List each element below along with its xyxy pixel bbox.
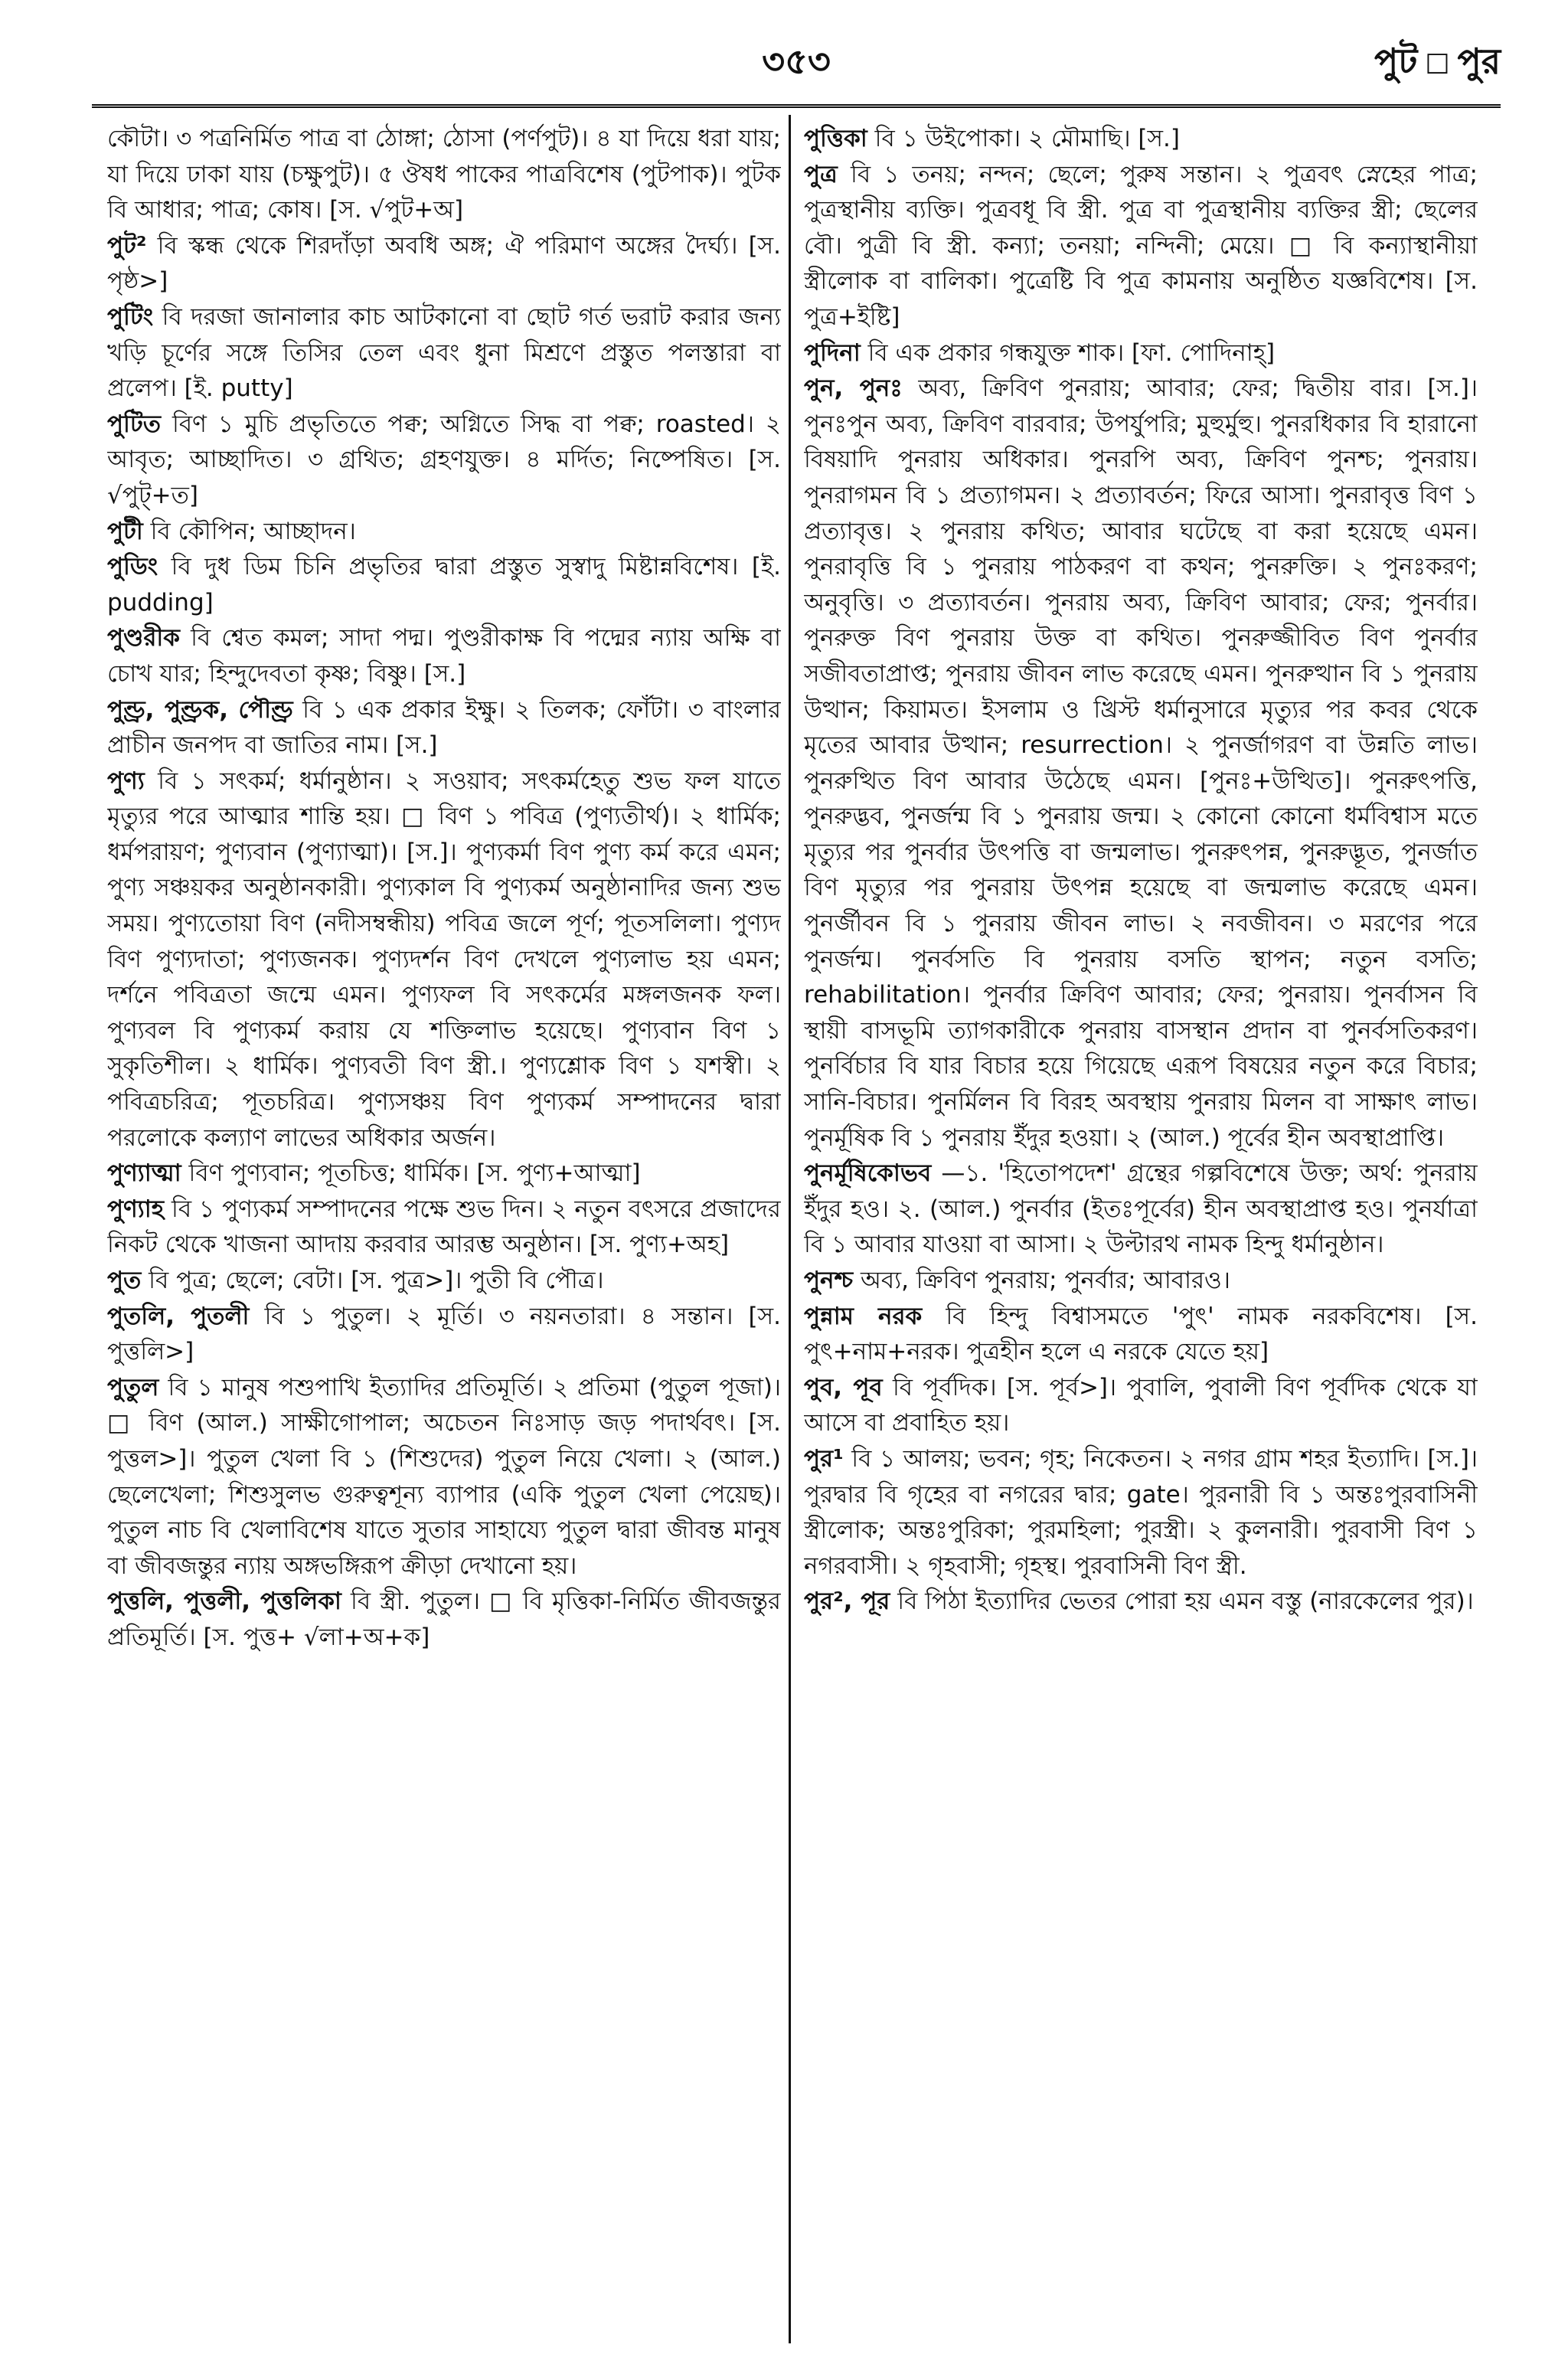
dictionary-entry <box>804 157 1478 335</box>
entry-headword: পুট² <box>107 231 147 260</box>
entry-definition: —১. 'হিতোপদেশ' গ্রন্থের গল্পবিশেষে উক্ত; অর্থ: পুনরায় ইঁদুর হও। ২. (আল.) পুনর্বার (ইতঃপূর্বের) হীন অবস্থাপ্রাপ্ত হও। পুনর্যাত্রা বি ১ আবার যাওয়া বা আসা। ২ উল্টারথ নামক হিন্দু ধর্মানুষ্ঠান। <box>804 1159 1478 1259</box>
dictionary-entry <box>804 1441 1478 1584</box>
entry-headword: পুতলি, পুতলী <box>107 1302 250 1330</box>
entry-headword: পুত্তলি, পুত্তলী, পুত্তলিকা <box>107 1588 341 1616</box>
entry-definition: অব্য, ক্রিবিণ পুনরায়; পুনর্বার; আবারও। <box>861 1267 1230 1294</box>
entry-definition: বি দুধ ডিম চিনি প্রভৃতির দ্বারা প্রস্তুত সুস্বাদু মিষ্টান্নবিশেষ। [ই. pudding] <box>107 553 781 616</box>
entry-definition: বি ১ মানুষ পশুপাখি ইত্যাদির প্রতিমূর্তি। ২ প্রতিমা (পুতুল পূজা)। □ বিণ (আল.) সাক্ষীগোপাল; অচেতন নিঃসাড় জড় পদার্থবৎ। [স. পুত্তল>]। পুতুল খেলা বি ১ (শিশুদের) পুতুল নিয়ে খেলা। ২ (আল.) ছেলেখেলা; শিশুসুলভ গুরুত্বশূন্য ব্যাপার (একি পুতুল খেলা পেয়েছ)। পুতুল নাচ বি খেলাবিশেষ যাতে সুতার সাহায্যে পুতুল দ্বারা জীবন্ত মানুষ বা জীবজন্তুর ন্যায় অঙ্গভঙ্গিরূপ ক্রীড়া দেখানো হয়। <box>107 1373 781 1580</box>
entry-headword: পুণ্য <box>107 767 145 795</box>
entry-definition: বি শ্বেত কমল; সাদা পদ্ম। পুণ্ডরীকাক্ষ বি পদ্মের ন্যায় অক্ষি বা চোখ যার; হিন্দুদেবতা কৃষ্ণ; বিষ্ণু। [স.] <box>107 624 781 688</box>
entry-definition: বি এক প্রকার গন্ধযুক্ত শাক। [ফা. পোদিনাহ্] <box>867 338 1276 367</box>
dictionary-entry <box>107 228 781 299</box>
dictionary-entry <box>107 514 781 550</box>
dictionary-entry <box>804 371 1478 1156</box>
dictionary-entry <box>107 299 781 407</box>
column-divider <box>789 115 791 2343</box>
guide-word-start: পুট <box>1374 41 1418 82</box>
entry-definition: কৌটা। ৩ পত্রনির্মিত পাত্র বা ঠোঙ্গা; ঠোসা (পর্ণপুট)। ৪ যা দিয়ে ধরা যায়; যা দিয়ে ঢাকা যায় (চক্ষুপুট)। ৫ ঔষধ পাকের পাত্রবিশেষ (পুটপাক)। পুটক বি আধার; পাত্র; কোষ। [স. √পুট+অ] <box>107 125 781 224</box>
entry-definition: বি পূর্বদিক। [স. পূর্ব>]। পুবালি, পুবালী বিণ পূর্বদিক থেকে যা আসে বা প্রবাহিত হয়। <box>804 1373 1478 1437</box>
dictionary-entry <box>804 335 1478 371</box>
entry-headword: পুনর্মূষিকোভব <box>804 1159 932 1188</box>
entry-headword: পুটিং <box>107 302 154 331</box>
dictionary-entry <box>804 1370 1478 1441</box>
dictionary-entry <box>107 1370 781 1584</box>
header-rule <box>92 104 1501 108</box>
entry-definition: বি ১ উইপোকা। ২ মৌমাছি। [স.] <box>874 125 1180 152</box>
entry-headword: পুনশ্চ <box>804 1267 854 1294</box>
dictionary-entry <box>804 1156 1478 1263</box>
entry-definition: বি ১ তনয়; নন্দন; ছেলে; পুরুষ সন্তান। ২ পুত্রবৎ স্নেহের পাত্র; পুত্রস্থানীয় ব্যক্তি। পুত্রবধূ বি স্ত্রী. পুত্র বা পুত্রস্থানীয় ব্যক্তির স্ত্রী; ছেলের বৌ। পুত্রী বি স্ত্রী. কন্যা; তনয়া; নন্দিনী; মেয়ে। □ বি কন্যাস্থানীয়া স্ত্রীলোক বা বালিকা। পুত্রেষ্টি বি পুত্র কামনায় অনুষ্ঠিত যজ্ঞবিশেষ। [স. পুত্র+ইষ্টি] <box>804 160 1478 331</box>
dictionary-entry <box>107 549 781 620</box>
entry-definition: বি কৌপিন; আচ্ছাদন। <box>150 517 356 545</box>
dictionary-entry <box>107 692 781 764</box>
entry-headword: পুন, পুনঃ <box>804 374 903 403</box>
entry-headword: পুত্র <box>804 160 838 188</box>
entry-headword: পুতুল <box>107 1373 159 1401</box>
page-header <box>92 31 1501 92</box>
dictionary-entry <box>107 764 781 1156</box>
entry-headword: পুটী <box>107 517 143 545</box>
entry-headword: পুর¹ <box>804 1444 844 1473</box>
dictionary-entry <box>107 407 781 514</box>
dictionary-entry <box>804 121 1478 157</box>
entry-definition: বি ১ সৎকর্ম; ধর্মানুষ্ঠান। ২ সওয়াব; সৎকর্মহেতু শুভ ফল যাতে মৃত্যুর পরে আত্মার শান্তি হয়। □ বিণ ১ পবিত্র (পুণ্যতীর্থ)। ২ ধার্মিক; ধর্মপরায়ণ; পুণ্যবান (পুণ্যাত্মা)। [স.]। পুণ্যকর্মা বিণ পুণ্য কর্ম করে এমন; পুণ্য সঞ্চয়কর অনুষ্ঠানকারী। পুণ্যকাল বি পুণ্যকর্ম অনুষ্ঠানাদির জন্য শুভ সময়। পুণ্যতোয়া বিণ (নদীসম্বন্ধীয়) পবিত্র জলে পূর্ণ; পূতসলিলা। পুণ্যদ বিণ পুণ্যদাতা; পুণ্যজনক। পুণ্যদর্শন বিণ দেখলে পুণ্যলাভ হয় এমন; দর্শনে পবিত্রতা জন্মে এমন। পুণ্যফল বি সৎকর্মের মঙ্গলজনক ফল। পুণ্যবল বি পুণ্যকর্ম করায় যে শক্তিলাভ হয়েছে। পুণ্যবান বিণ ১ সুকৃতিশীল। ২ ধার্মিক। পুণ্যবতী বিণ স্ত্রী.। পুণ্যশ্লোক বিণ ১ যশস্বী। ২ পবিত্রচরিত্র; পূতচরিত্র। পুণ্যসঞ্চয় বিণ পুণ্যকর্ম সম্পাদনের দ্বারা পরলোকে কল্যাণ লাভের অধিকার অর্জন। <box>107 767 781 1152</box>
entry-headword: পুণ্ডরীক <box>107 624 180 652</box>
entry-definition: বি স্কন্ধ থেকে শিরদাঁড়া অবধি অঙ্গ; ঐ পরিমাণ অঙ্গের দৈর্ঘ্য। [স. পৃষ্ঠ>] <box>107 231 781 296</box>
dictionary-entry <box>804 1299 1478 1370</box>
entry-headword: পুন্নাম নরক <box>804 1302 923 1330</box>
dictionary-entry <box>804 1263 1478 1299</box>
entry-headword: পুটিত <box>107 410 162 438</box>
entry-definition: বি হিন্দু বিশ্বাসমতে 'পুৎ' নামক নরকবিশেষ। [স. পুৎ+নাম+নরক। পুত্রহীন হলে এ নরকে যেতে হয়] <box>804 1302 1478 1366</box>
entry-headword: পুদিনা <box>804 338 861 367</box>
dictionary-entry <box>107 1156 781 1192</box>
page-number: ৩৫৩ <box>762 41 831 82</box>
entry-definition: বি ১ আলয়; ভবন; গৃহ; নিকেতন। ২ নগর গ্রাম শহর ইত্যাদি। [স.]। পুরদ্বার বি গৃহের বা নগরের দ্বার; gate। পুরনারী বি ১ অন্তঃপুরবাসিনী স্ত্রীলোক; অন্তঃপুরিকা; পুরমহিলা; পুরস্ত্রী। ২ কুলনারী। পুরবাসী বিণ ১ নগরবাসী। ২ গৃহবাসী; গৃহস্থ। পুরবাসিনী বিণ স্ত্রী. <box>804 1444 1478 1580</box>
left-column <box>107 121 781 2357</box>
entry-definition: বি ১ পুণ্যকর্ম সম্পাদনের পক্ষে শুভ দিন। ২ নতুন বৎসরে প্রজাদের নিকট থেকে খাজনা আদায় করবার আরম্ভ অনুষ্ঠান। [স. পুণ্য+অহ] <box>107 1195 781 1259</box>
entry-definition: অব্য, ক্রিবিণ পুনরায়; আবার; ফের; দ্বিতীয় বার। [স.]। পুনঃপুন অব্য, ক্রিবিণ বারবার; উপর্যুপরি; মুহুর্মুহু। পুনরধিকার বি হারানো বিষয়াদি পুনরায় অধিকার। পুনরপি অব্য, ক্রিবিণ পুনশ্চ; পুনরায়। পুনরাগমন বি ১ প্রত্যাগমন। ২ প্রত্যাবর্তন; ফিরে আসা। পুনরাবৃত্ত বিণ ১ প্রত্যাবৃত্ত। ২ পুনরায় কথিত; আবার ঘটেছে বা করা হয়েছে এমন। পুনরাবৃত্তি বি ১ পুনরায় পাঠকরণ বা কথন; পুনরুক্তি। ২ পুনঃকরণ; অনুবৃত্তি। ৩ প্রত্যাবর্তন। পুনরায় অব্য, ক্রিবিণ আবার; ফের; পুনর্বার। পুনরুক্ত বিণ পুনরায় উক্ত বা কথিত। পুনরুজ্জীবিত বিণ পুনর্বার সজীবতাপ্রাপ্ত; পুনরায় জীবন লাভ করেছে এমন। পুনরুত্থান বি ১ পুনরায় উত্থান; কিয়ামত। ইসলাম ও খ্রিস্ট ধর্মানুসারে মৃত্যুর পর কবর থেকে মৃতের আবার উত্থান; resurrection। ২ পুনর্জাগরণ বা উন্নতি লাভ। পুনরুত্থিত বিণ আবার উঠেছে এমন। [পুনঃ+উত্থিত]। পুনরুৎপত্তি, পুনরুদ্ভব, পুনর্জন্ম বি ১ পুনরায় জন্ম। ২ কোনো কোনো ধর্মবিশ্বাস মতে মৃত্যুর পর পুনর্বার উৎপত্তি বা জন্মলাভ। পুনরুৎপন্ন, পুনরুদ্ভূত, পুনর্জাত বিণ মৃত্যুর পর পুনরায় উৎপন্ন হয়েছে বা জন্মলাভ করেছে এমন। পুনর্জীবন বি ১ পুনরায় জীবন লাভ। ২ নবজীবন। ৩ মরণের পরে পুনর্জন্ম। পুনর্বসতি বি পুনরায় বসতি স্থাপন; নতুন বসতি; rehabilitation। পুনর্বার ক্রিবিণ আবার; ফের; পুনরায়। পুনর্বাসন বি স্থায়ী বাসভূমি ত্যাগকারীকে পুনরায় বাসস্থান প্রদান বা পুনর্বসতিকরণ। পুনর্বিচার বি যার বিচার হয়ে গিয়েছে এরূপ বিষয়ের নতুন করে বিচার; সানি-বিচার। পুনর্মিলন বি বিরহ অবস্থায় পুনরায় মিলন বা সাক্ষাৎ লাভ। পুনর্মূষিক বি ১ পুনরায় ইঁদুর হওয়া। ২ (আল.) পূর্বের হীন অবস্থাপ্রাপ্তি। <box>804 374 1478 1152</box>
entry-definition: বিণ পুণ্যবান; পূতচিত্ত; ধার্মিক। [স. পুণ্য+আত্মা] <box>188 1159 641 1188</box>
entry-headword: পুত <box>107 1267 142 1294</box>
entry-headword: পুত্তিকা <box>804 125 867 152</box>
dictionary-entry <box>107 1192 781 1263</box>
entry-headword: পুর², পূর <box>804 1588 890 1616</box>
entry-definition: বি ১ এক প্রকার ইক্ষু। ২ তিলক; ফোঁটা। ৩ বাংলার প্রাচীন জনপদ বা জাতির নাম। [স.] <box>107 695 781 760</box>
dictionary-entry <box>107 620 781 692</box>
guide-word-end: পুর <box>1457 41 1501 82</box>
entry-headword: পুণ্যাত্মা <box>107 1159 181 1188</box>
guide-separator: □ <box>1425 47 1450 77</box>
entry-definition: বি পুত্র; ছেলে; বেটা। [স. পুত্র>]। পুতী বি পৌত্র। <box>149 1267 604 1294</box>
right-column <box>804 121 1478 2357</box>
entry-headword: পুডিং <box>107 553 158 581</box>
dictionary-entry <box>107 1299 781 1370</box>
entry-definition: বিণ ১ মুচি প্রভৃতিতে পক্ব; অগ্নিতে সিদ্ধ বা পক্ব; roasted। ২ আবৃত; আচ্ছাদিত। ৩ গ্রথিত; গ্রহণযুক্ত। ৪ মর্দিত; নিষ্পেষিত। [স. √পুট্+ত] <box>107 410 781 509</box>
entry-definition: বি ১ পুতুল। ২ মূর্তি। ৩ নয়নতারা। ৪ সন্তান। [স. পুত্তলি>] <box>107 1302 781 1366</box>
entry-definition: বি পিঠা ইত্যাদির ভেতর পোরা হয় এমন বস্তু (নারকেলের পুর)। <box>897 1588 1474 1616</box>
entry-definition: বি স্ত্রী. পুতুল। □ বি মৃত্তিকা-নির্মিত জীবজন্তুর প্রতিমূর্তি। [স. পুত্ত+ √লা+অ+ক] <box>107 1588 781 1651</box>
dictionary-entry <box>107 1263 781 1299</box>
dictionary-entry <box>107 1584 781 1655</box>
guide-words <box>1374 31 1501 93</box>
entry-headword: পুণ্ড্র, পুণ্ড্রক, পৌণ্ড্র <box>107 695 293 724</box>
entry-definition: বি দরজা জানালার কাচ আটকানো বা ছোট গর্ত ভরাট করার জন্য খড়ি চূর্ণের সঙ্গে তিসির তেল এবং ধুনা মিশ্রণে প্রস্তুত পলস্তারা বা প্রলেপ। [ই. putty] <box>107 302 781 403</box>
dictionary-entry <box>804 1584 1478 1620</box>
dictionary-entry <box>107 121 781 228</box>
entry-headword: পুণ্যাহ <box>107 1195 165 1223</box>
entry-headword: পুব, পূব <box>804 1373 883 1401</box>
